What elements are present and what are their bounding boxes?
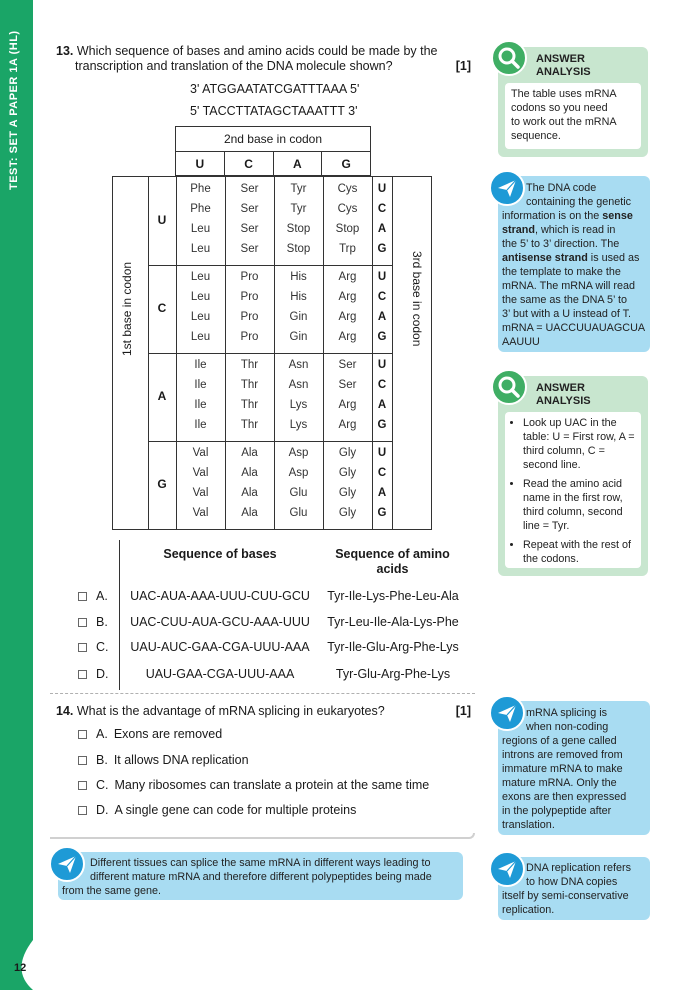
amino-acid-cell: Pro	[240, 271, 259, 283]
amino-acid-cell: His	[290, 271, 307, 283]
option-amino-sequence: Tyr-Glu-Arg-Phe-Lys	[335, 667, 451, 681]
paper-plane-icon	[489, 695, 525, 731]
first-base-letter: U	[157, 213, 167, 227]
amino-acid-cell: Stop	[335, 223, 360, 235]
amino-acid-cell: Arg	[338, 399, 357, 411]
panel-line: from the same gene.	[62, 885, 162, 897]
amino-acid-cell: Gin	[289, 331, 308, 343]
amino-acid-cell: Thr	[240, 359, 259, 371]
amino-acid-cell: Pro	[240, 311, 259, 323]
answer-checkbox[interactable]	[78, 592, 87, 601]
amino-acid-cell: Ser	[240, 183, 259, 195]
panel-line: mRNA. The mRNA will read	[502, 280, 635, 292]
panel-line: The table uses mRNA	[511, 88, 617, 100]
option-base-sequence: UAU-AUC-GAA-CGA-UUU-AAA	[130, 640, 310, 654]
panel-line: containing the genetic	[526, 196, 632, 208]
amino-acid-cell: Val	[192, 447, 209, 459]
col-header: C	[225, 152, 274, 175]
amino-acid-cell: Cys	[337, 203, 358, 215]
options-amino-header	[325, 547, 460, 577]
option-text: It allows DNA replication	[113, 753, 249, 767]
panel-line: the 5’ to 3’ direction. The	[502, 238, 620, 250]
panel-line: the same as the DNA 5’ to	[502, 294, 628, 306]
amino-acid-cell: Phe	[190, 203, 211, 215]
amino-acid-cell: Asn	[288, 359, 309, 371]
mark-allocation: [1]	[455, 704, 471, 718]
option-row	[96, 778, 429, 792]
text-run: information is on the	[502, 210, 603, 222]
amino-acid-cell: Trp	[339, 243, 356, 255]
amino-acid-cell: Leu	[190, 291, 211, 303]
section-divider	[50, 693, 475, 694]
panel-title-line2: ANALYSIS	[536, 395, 591, 407]
dna-strand-bottom: 5' TACCTTATAGCTAAATTT 3'	[190, 104, 358, 118]
panel-title-line1: ANSWER	[536, 382, 585, 394]
option-text: Many ribosomes can translate a protein at the same time	[114, 778, 430, 792]
amino-acid-cell: Lys	[289, 399, 308, 411]
answer-checkbox[interactable]	[78, 781, 87, 790]
paper-plane-icon	[489, 851, 525, 887]
third-base-letter: C	[377, 203, 387, 215]
second-base-columns	[175, 152, 371, 176]
answer-checkbox[interactable]	[78, 670, 87, 679]
amino-acid-cell: Gly	[338, 467, 357, 479]
question-14	[56, 704, 471, 718]
amino-acid-cell: Ala	[241, 487, 258, 499]
options-divider	[119, 540, 120, 690]
first-base-letter: A	[157, 389, 167, 403]
options-amino-header-line1: Sequence of amino	[335, 547, 450, 561]
panel-line	[502, 251, 639, 265]
panel-line: Different tissues can splice the same mRNA in different ways leading to	[90, 857, 431, 869]
panel-line: the template to make the	[502, 266, 621, 278]
amino-acid-cell: Ser	[240, 243, 259, 255]
amino-acid-cell: Phe	[190, 183, 211, 195]
amino-acid-cell: Stop	[286, 243, 311, 255]
amino-acid-cell: Thr	[240, 379, 259, 391]
option-amino-sequence: Tyr-Ile-Lys-Phe-Leu-Ala	[327, 589, 459, 603]
option-letter: B.	[96, 753, 108, 767]
option-row	[96, 727, 222, 741]
options-bases-header: Sequence of bases	[163, 547, 277, 561]
options-amino-header-line2: acids	[376, 562, 409, 576]
amino-acid-cell: Glu	[289, 507, 308, 519]
third-base-letter: C	[377, 467, 387, 479]
amino-acid-cell: Ser	[240, 203, 259, 215]
codon-grid	[112, 176, 432, 530]
third-base-label: 3rd base in codon	[410, 251, 424, 347]
amino-acid-cell: Glu	[289, 487, 308, 499]
panel-line	[502, 209, 633, 223]
third-base-letter: C	[377, 379, 387, 391]
question-block-frame	[50, 833, 475, 839]
answer-checkbox[interactable]	[78, 618, 87, 627]
panel-line: different mature mRNA and therefore different polypeptides being made	[90, 871, 432, 883]
option-base-sequence: UAU-GAA-CGA-UUU-AAA	[145, 667, 295, 681]
question-number: 13.	[56, 44, 74, 58]
third-base-letter: G	[377, 243, 387, 255]
third-base-letter: G	[377, 331, 387, 343]
amino-acid-cell: Gin	[289, 311, 308, 323]
amino-acid-cell: Gly	[338, 487, 357, 499]
third-base-letter: A	[377, 223, 387, 235]
first-base-letter: C	[157, 301, 167, 315]
amino-acid-cell: Ala	[241, 507, 258, 519]
panel-line: itself by semi-conservative	[502, 890, 629, 902]
option-letter: C.	[96, 778, 109, 792]
panel-line: when non-coding	[526, 721, 609, 733]
panel-line: translation.	[502, 819, 555, 831]
third-base-letter: U	[377, 271, 387, 283]
amino-acid-cell: Ile	[194, 359, 207, 371]
third-base-letter: A	[377, 487, 387, 499]
option-text: Exons are removed	[113, 727, 223, 741]
third-base-letter: U	[377, 183, 387, 195]
mark-allocation: [1]	[455, 59, 471, 73]
panel-line: mRNA = UACCUUAUAGCUA	[502, 322, 646, 334]
panel-line: regions of a gene called	[502, 735, 617, 747]
option-base-sequence: UAC-AUA-AAA-UUU-CUU-GCU	[130, 589, 310, 603]
codon-table	[112, 126, 432, 530]
amino-acid-cell: Leu	[190, 311, 211, 323]
third-base-letter: C	[377, 291, 387, 303]
option-row	[96, 803, 356, 817]
third-base-letter: A	[377, 399, 387, 411]
question-number: 14.	[56, 704, 74, 718]
option-letter: D.	[96, 803, 109, 817]
panel-line: codons so you need	[511, 102, 608, 114]
amino-acid-cell: Thr	[240, 399, 259, 411]
magnifier-icon	[491, 40, 527, 76]
panel-line: in the polypeptide after	[502, 805, 612, 817]
option-letter: A.	[96, 589, 108, 603]
answer-checkbox[interactable]	[78, 730, 87, 739]
panel-line: to how DNA copies	[526, 876, 618, 888]
amino-acid-cell: Val	[192, 487, 209, 499]
panel-title	[536, 53, 591, 79]
amino-acid-cell: Gly	[338, 507, 357, 519]
answer-analysis-panel-2	[498, 376, 648, 576]
panel-bullet: • Read the amino acid name in the first row, third column, second line = Tyr.	[523, 477, 635, 533]
amino-acid-cell: Arg	[338, 271, 357, 283]
amino-acid-cell: Leu	[190, 223, 211, 235]
amino-acid-cell: Tyr	[290, 183, 307, 195]
question-text: What is the advantage of mRNA splicing in eukaryotes?	[76, 704, 385, 718]
amino-acid-cell: Thr	[240, 419, 259, 431]
panel-title-line2: ANALYSIS	[536, 66, 591, 78]
text-run: is used as	[587, 252, 640, 264]
panel-line: mature mRNA. Only the	[502, 777, 617, 789]
panel-title	[536, 382, 591, 408]
panel-line: introns are removed from	[502, 749, 623, 761]
option-letter: D.	[96, 667, 109, 681]
amino-acid-cell: Leu	[190, 271, 211, 283]
third-base-letter: U	[377, 447, 387, 459]
option-text: A single gene can code for multiple proteins	[114, 803, 357, 817]
panel-line: immature mRNA to make	[502, 763, 623, 775]
panel-line: exons are then expressed	[502, 791, 627, 803]
panel-line: to work out the mRNA	[511, 116, 617, 128]
amino-acid-cell: Val	[192, 467, 209, 479]
amino-acid-cell: Ile	[194, 419, 207, 431]
side-band-curve	[0, 930, 33, 990]
text-run: , which is read in	[535, 224, 616, 236]
panel-title-line1: ANSWER	[536, 53, 585, 65]
option-letter: B.	[96, 615, 108, 629]
panel-bullet: • Look up UAC in the table: U = First row, A = third column, C = second line.	[523, 416, 635, 472]
col-header: G	[341, 156, 351, 171]
col-header: A	[274, 152, 323, 175]
question-text-line1: Which sequence of bases and amino acids could be made by the	[76, 44, 438, 58]
third-base-letter: G	[377, 507, 387, 519]
amino-acid-cell: Ser	[338, 379, 357, 391]
paper-plane-icon	[489, 170, 525, 206]
panel-line: replication.	[502, 904, 555, 916]
panel-line: AAUUU	[502, 336, 540, 348]
bold-term: sense	[602, 210, 633, 222]
col-header: U	[176, 152, 225, 175]
panel-body	[505, 83, 641, 149]
question-text-line2: transcription and translation of the DNA molecule shown?	[75, 59, 393, 73]
option-letter: A.	[96, 727, 108, 741]
paper-plane-icon	[49, 846, 85, 882]
first-base-letter: G	[157, 477, 167, 491]
amino-acid-cell: Asp	[288, 447, 309, 459]
amino-acid-cell: Ala	[241, 467, 258, 479]
option-row	[96, 753, 249, 767]
amino-acid-cell: Val	[192, 507, 209, 519]
panel-line: DNA replication refers	[526, 862, 632, 874]
bold-term: strand	[502, 224, 535, 236]
amino-acid-cell: Arg	[338, 291, 357, 303]
amino-acid-cell: Ile	[194, 399, 207, 411]
answer-checkbox[interactable]	[78, 643, 87, 652]
magnifier-icon	[491, 369, 527, 405]
second-base-header: 2nd base in codon	[175, 126, 371, 152]
panel-body	[505, 412, 641, 568]
amino-acid-cell: Arg	[338, 311, 357, 323]
panel-line: 3’ but with a U instead of T.	[502, 308, 632, 320]
amino-acid-cell: Tyr	[290, 203, 307, 215]
panel-line	[502, 223, 615, 237]
amino-acid-cell: Stop	[286, 223, 311, 235]
amino-acid-cell: Leu	[190, 331, 211, 343]
amino-acid-cell: Arg	[338, 419, 357, 431]
option-amino-sequence: Tyr-Leu-Ile-Ala-Lys-Phe	[327, 615, 459, 629]
amino-acid-cell: Ser	[338, 359, 357, 371]
option-amino-sequence: Tyr-Ile-Glu-Arg-Phe-Lys	[327, 640, 459, 654]
panel-line: mRNA splicing is	[526, 707, 607, 719]
amino-acid-cell: Pro	[240, 331, 259, 343]
panel-bullet: • Repeat with the rest of the codons.	[523, 538, 635, 566]
tip-panel-tissue-splicing	[58, 852, 463, 900]
option-base-sequence: UAC-CUU-AUA-GCU-AAA-UUU	[130, 615, 310, 629]
dna-strand-top: 3' ATGGAATATCGATTTAAA 5'	[190, 82, 360, 96]
amino-acid-cell: Lys	[289, 419, 308, 431]
amino-acid-cell: Pro	[240, 291, 259, 303]
amino-acid-cell: Cys	[337, 183, 358, 195]
question-13	[56, 44, 471, 74]
amino-acid-cell: Leu	[190, 243, 211, 255]
third-base-letter: A	[377, 311, 387, 323]
bold-term: antisense strand	[502, 252, 588, 264]
panel-line: The DNA code	[526, 182, 597, 194]
page-number: 12	[14, 962, 27, 974]
option-letter: C.	[96, 640, 109, 654]
amino-acid-cell: His	[290, 291, 307, 303]
amino-acid-cell: Asp	[288, 467, 309, 479]
answer-checkbox[interactable]	[78, 806, 87, 815]
first-base-label: 1st base in codon	[120, 261, 134, 356]
amino-acid-cell: Ser	[240, 223, 259, 235]
amino-acid-cell: Asn	[288, 379, 309, 391]
amino-acid-cell: Gly	[338, 447, 357, 459]
answer-checkbox[interactable]	[78, 756, 87, 765]
section-label: TEST: SET A PAPER 1A (HL)	[8, 30, 20, 190]
amino-acid-cell: Arg	[338, 331, 357, 343]
amino-acid-cell: Ile	[194, 379, 207, 391]
third-base-letter: U	[377, 359, 387, 371]
amino-acid-cell: Ala	[241, 447, 258, 459]
third-base-letter: G	[377, 419, 387, 431]
panel-line: sequence.	[511, 130, 561, 142]
